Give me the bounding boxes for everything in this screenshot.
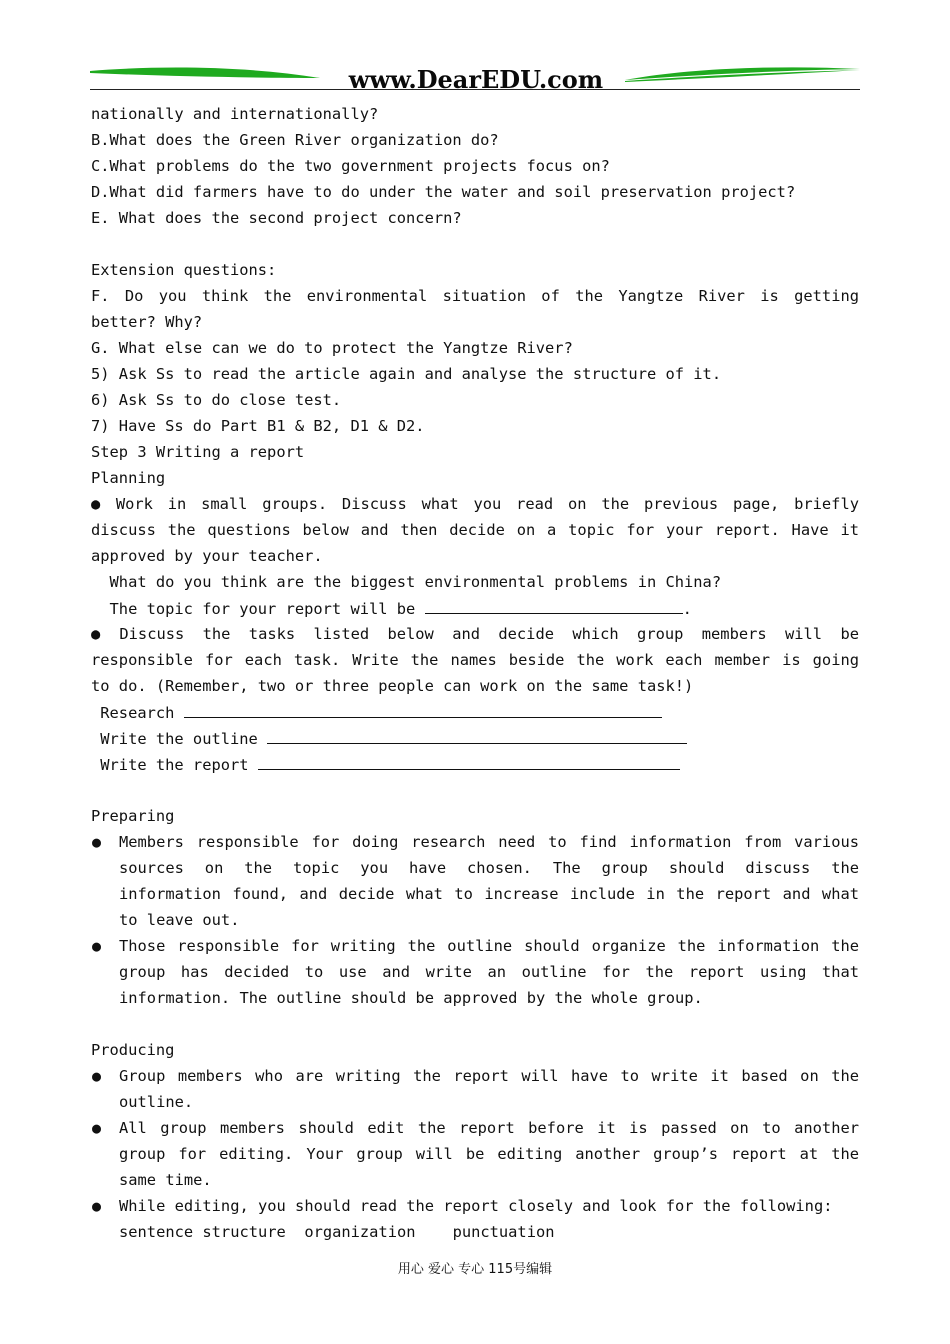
producing-bullet-1: ● Group members who are writing the report will have to write it based on the outline. bbox=[91, 1063, 859, 1115]
question-e: E. What does the second project concern? bbox=[91, 209, 462, 227]
question-f: F. Do you think the environmental situation of the Yangtze River is getting bbox=[91, 287, 859, 305]
bullet-icon: ● bbox=[92, 833, 102, 851]
step-3-heading: Step 3 Writing a report bbox=[91, 443, 305, 461]
question-f-cont: better? Why? bbox=[91, 313, 203, 331]
document-body bbox=[91, 101, 859, 1245]
planning-bullet-1-end: approved by your teacher. bbox=[91, 547, 323, 565]
topic-blank[interactable] bbox=[425, 595, 683, 614]
preparing-bullet-2: ● Those responsible for writing the outline should organize the information the group has decided to use and write an outline for the report using that information. The outline should be approved by the whole group. bbox=[91, 933, 859, 1011]
planning-question: What do you think are the biggest environmental problems in China? bbox=[91, 573, 722, 591]
question-g: G. What else can we do to protect the Yangtze River? bbox=[91, 339, 573, 357]
outline-blank[interactable] bbox=[267, 725, 687, 744]
header-rule bbox=[90, 89, 860, 90]
bullet-icon: ● bbox=[92, 1197, 102, 1215]
planning-bullet-1: ● Work in small groups. Discuss what you read on the previous page, briefly bbox=[91, 495, 859, 513]
preparing-heading: Preparing bbox=[91, 807, 175, 825]
preparing-bullet-1: ● Members responsible for doing research need to find information from various sources on the topic you have chosen. The group should discuss the information found, and decide what to increase include in the report and what to leave out. bbox=[91, 829, 859, 933]
page-footer: 用心 爱心 专心 115号编辑 bbox=[397, 1262, 553, 1277]
question-c: C.What problems do the two government projects focus on? bbox=[91, 157, 610, 175]
planning-bullet-2: ● Discuss the tasks listed below and decide which group members will be bbox=[91, 625, 859, 643]
question-d: D.What did farmers have to do under the water and soil preservation project? bbox=[91, 183, 796, 201]
task-research: Research bbox=[91, 699, 859, 725]
extension-heading: Extension questions: bbox=[91, 261, 277, 279]
producing-bullet-2: ● All group members should edit the report before it is passed on to another group for editing. Your group will be editing another group’s report at the same time. bbox=[91, 1115, 859, 1193]
producing-heading: Producing bbox=[91, 1041, 175, 1059]
topic-line: The topic for your report will be . bbox=[91, 595, 859, 621]
step-6: 6) Ask Ss to do close test. bbox=[91, 391, 342, 409]
planning-bullet-2-cont: responsible for each task. Write the names beside the work each member is going bbox=[91, 651, 859, 669]
task-report: Write the report bbox=[91, 751, 859, 777]
page-header bbox=[90, 62, 860, 96]
report-blank[interactable] bbox=[258, 751, 680, 770]
producing-bullet-3: ● While editing, you should read the report closely and look for the following: sentence structure organization punctuation bbox=[91, 1193, 859, 1245]
planning-heading: Planning bbox=[91, 469, 166, 487]
text-line: nationally and internationally? bbox=[91, 105, 379, 123]
question-b: B.What does the Green River organization do? bbox=[91, 131, 499, 149]
step-5: 5) Ask Ss to read the article again and analyse the structure of it. bbox=[91, 365, 722, 383]
research-blank[interactable] bbox=[184, 699, 662, 718]
step-7: 7) Have Ss do Part B1 & B2, D1 & D2. bbox=[91, 417, 425, 435]
bullet-icon: ● bbox=[91, 495, 106, 513]
site-logo[interactable]: www.DearEDU.com bbox=[348, 65, 604, 94]
bullet-icon: ● bbox=[92, 937, 102, 955]
bullet-icon: ● bbox=[91, 625, 110, 643]
planning-bullet-2-end: to do. (Remember, two or three people can work on the same task!) bbox=[91, 677, 694, 695]
task-outline: Write the outline bbox=[91, 725, 859, 751]
bullet-icon: ● bbox=[92, 1119, 102, 1137]
planning-bullet-1-cont: discuss the questions below and then decide on a topic for your report. Have it bbox=[91, 521, 859, 539]
bullet-icon: ● bbox=[92, 1067, 102, 1085]
